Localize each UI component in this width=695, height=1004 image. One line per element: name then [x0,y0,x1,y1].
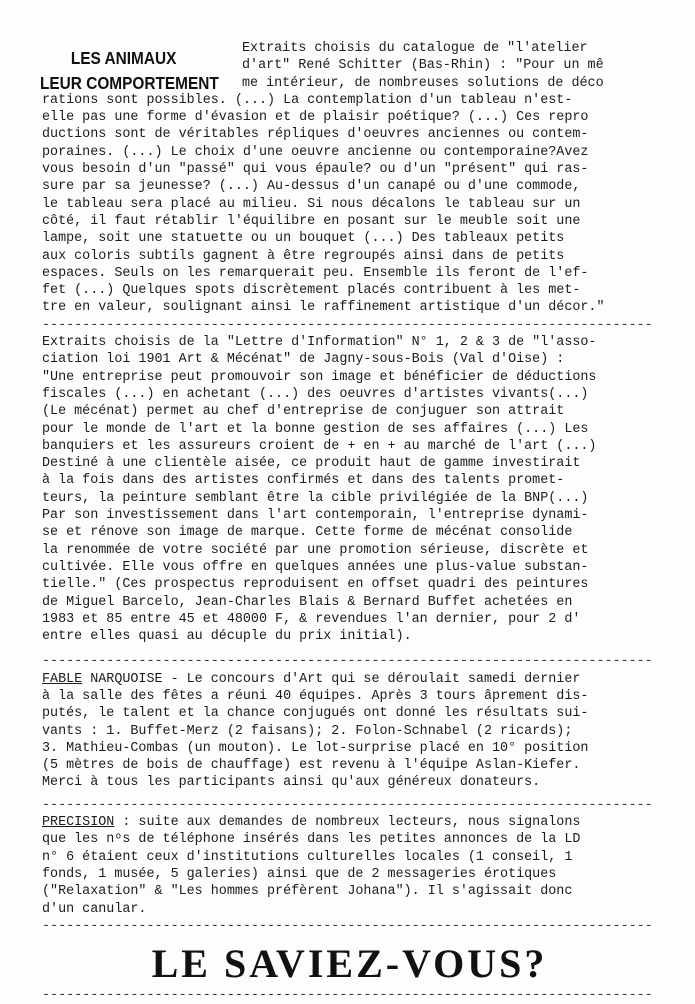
text-line: côté, il faut rétablir l'équilibre en posant sur le meuble soit une [42,213,581,229]
fable-label: FABLE [42,671,83,687]
text-line: le tableau sera placé au milieu. Si nous décalons le tableau sur un [42,196,581,212]
text-line: aux coloris subtils gagnent à être regroupés ainsi dans de petits [42,248,565,264]
text-span: NARQUOISE - Le concours d'Art qui se déroulait samedi dernier [82,671,581,687]
text-line: sure par sa jeunesse? (...) Au-dessus d'un canapé ou d'une commode, [42,179,581,195]
separator-line: ---------------------------------------------------------------------------- [42,918,653,934]
separator-line: ---------------------------------------------------------------------------- [42,797,653,813]
heading-line-1: LES ANIMAUX [70,48,177,68]
separator-line: ---------------------------------------------------------------------------- [42,988,653,1004]
text-line: de Miguel Barcelo, Jean-Charles Blais & Bernard Buffet achetées en [42,594,573,610]
text-line: que les nᵒs de téléphone insérés dans les petites annonces de la LD [42,832,581,848]
heading-line-2: LEUR COMPORTEMENT [40,73,219,93]
text-line: vous besoin d'un "passé" qui vous épaule? ou d'un "présent" qui ras- [42,162,589,178]
text-line: 1983 et 85 entre 45 et 48000 F, & revendues l'an dernier, pour 2 d' [42,611,581,627]
text-line: poraines. (...) Le choix d'une oeuvre ancienne ou contemporaine?Avez [42,144,589,160]
mecenat-excerpt [42,334,657,645]
text-line: se et rénove son image de marque. Cette forme de mécénat consolide [42,525,573,541]
text-line: à la salle des fêtes a réuni 40 équipes. Après 3 tours âprement dis- [42,688,589,704]
text-line: entre elles quasi au décuple du prix initial). [42,629,412,645]
text-line: ciation loi 1901 Art & Mécénat" de Jagny-sous-Bois (Val d'Oise) : [42,352,565,368]
text-line: pour le monde de l'art et la bonne gestion de ses affaires (...) Les [42,421,589,437]
text-line [42,671,657,688]
precision-label: PRECISION [42,815,115,831]
document-page [42,40,657,1004]
text-line: ("Relaxation" & "Les hommes préfèrent Johana"). Il s'agissait donc [42,884,573,900]
text-line: banquiers et les assureurs croient de + en + au marché de l'art (...) [42,438,597,454]
text-line: "Une entreprise peut promouvoir son image et bénéficier de déductions [42,369,597,385]
text-line: (Le mécénat) permet au chef d'entreprise de conjuguer son attrait [42,404,565,420]
text-line: (5 mètres de bois de chauffage) est revenu à l'équipe Aslan-Kiefer. [42,758,581,774]
separator-line: ---------------------------------------------------------------------------- [42,654,653,670]
text-line: 3. Mathieu-Combas (un mouton). Le lot-surprise placé en 10° position [42,740,589,756]
text-line: tielle." (Ces prospectus reproduisent en offset quadri des peintures [42,577,589,593]
text-line: espaces. Seuls on les remarquerait peu. Ensemble ils feront de l'ef- [42,265,589,281]
text-line: ductions sont de véritables répliques d'oeuvres anciennes ou contem- [42,127,589,143]
text-line: lampe, soit une statuette ou un bouquet (...) Des tableaux petits [42,231,565,247]
fable-section [42,671,657,792]
text-line: vants : 1. Buffet-Merz (2 faisans); 2. Folon-Schnabel (2 ricards); [42,723,573,739]
separator-line: ---------------------------------------------------------------------------- [42,317,653,333]
precision-section [42,814,657,918]
text-line: fonds, 1 musée, 5 galeries) ainsi que de 2 messageries érotiques [42,866,557,882]
text-line: rations sont possibles. (...) La contemplation d'un tableau n'est- [42,92,573,108]
text-line: fet (...) Quelques spots discrètement placés contribuent à les met- [42,283,581,299]
text-line: cultivée. Elle vous offre en quelques années une plus-value substan- [42,559,589,575]
text-line: Par son investissement dans l'art contemporain, l'entreprise dynami- [42,508,589,524]
text-line: Destiné à une clientèle aisée, ce produit haut de gamme investirait [42,456,581,472]
text-line [42,814,657,831]
intro-line: Extraits choisis du catalogue de "l'atelier [242,41,588,56]
text-line: n° 6 étaient ceux d'institutions culturelles locales (1 conseil, 1 [42,849,573,865]
text-line: teurs, la peinture semblant être la cible privilégiée de la BNP(...) [42,490,589,506]
text-line: tre en valeur, soulignant ainsi le raffinement artistique d'un décor." [42,300,605,316]
text-line: elle pas une forme d'évasion et de plaisir poétique? (...) Ces repro [42,110,589,126]
text-line: putés, le talent et la chance conjugués ont donné les résultats sui- [42,706,589,722]
intro-line: d'art" René Schitter (Bas-Rhin) : "Pour un mê [242,58,604,74]
text-line: la renommée de votre société par une promotion sérieuse, discrète et [42,542,589,558]
text-line: Merci à tous les participants ainsi qu'aux généreux donateurs. [42,775,541,791]
text-line: d'un canular. [42,901,147,917]
text-span: : suite aux demandes de nombreux lecteurs, nous signalons [114,815,581,831]
intro-line: me intérieur, de nombreuses solutions de déco [242,75,604,91]
text-line: fiscales (...) en achetant (...) des oeuvres d'artistes vivants(...) [42,386,589,402]
final-title: LE SAVIEZ-VOUS? [151,941,548,987]
text-line: Extraits choisis de la "Lettre d'Information" N° 1, 2 & 3 de "l'asso- [42,335,597,351]
text-line: à la fois dans des artistes confirmés et dans des talents promet- [42,473,565,489]
article-heading [40,46,219,96]
